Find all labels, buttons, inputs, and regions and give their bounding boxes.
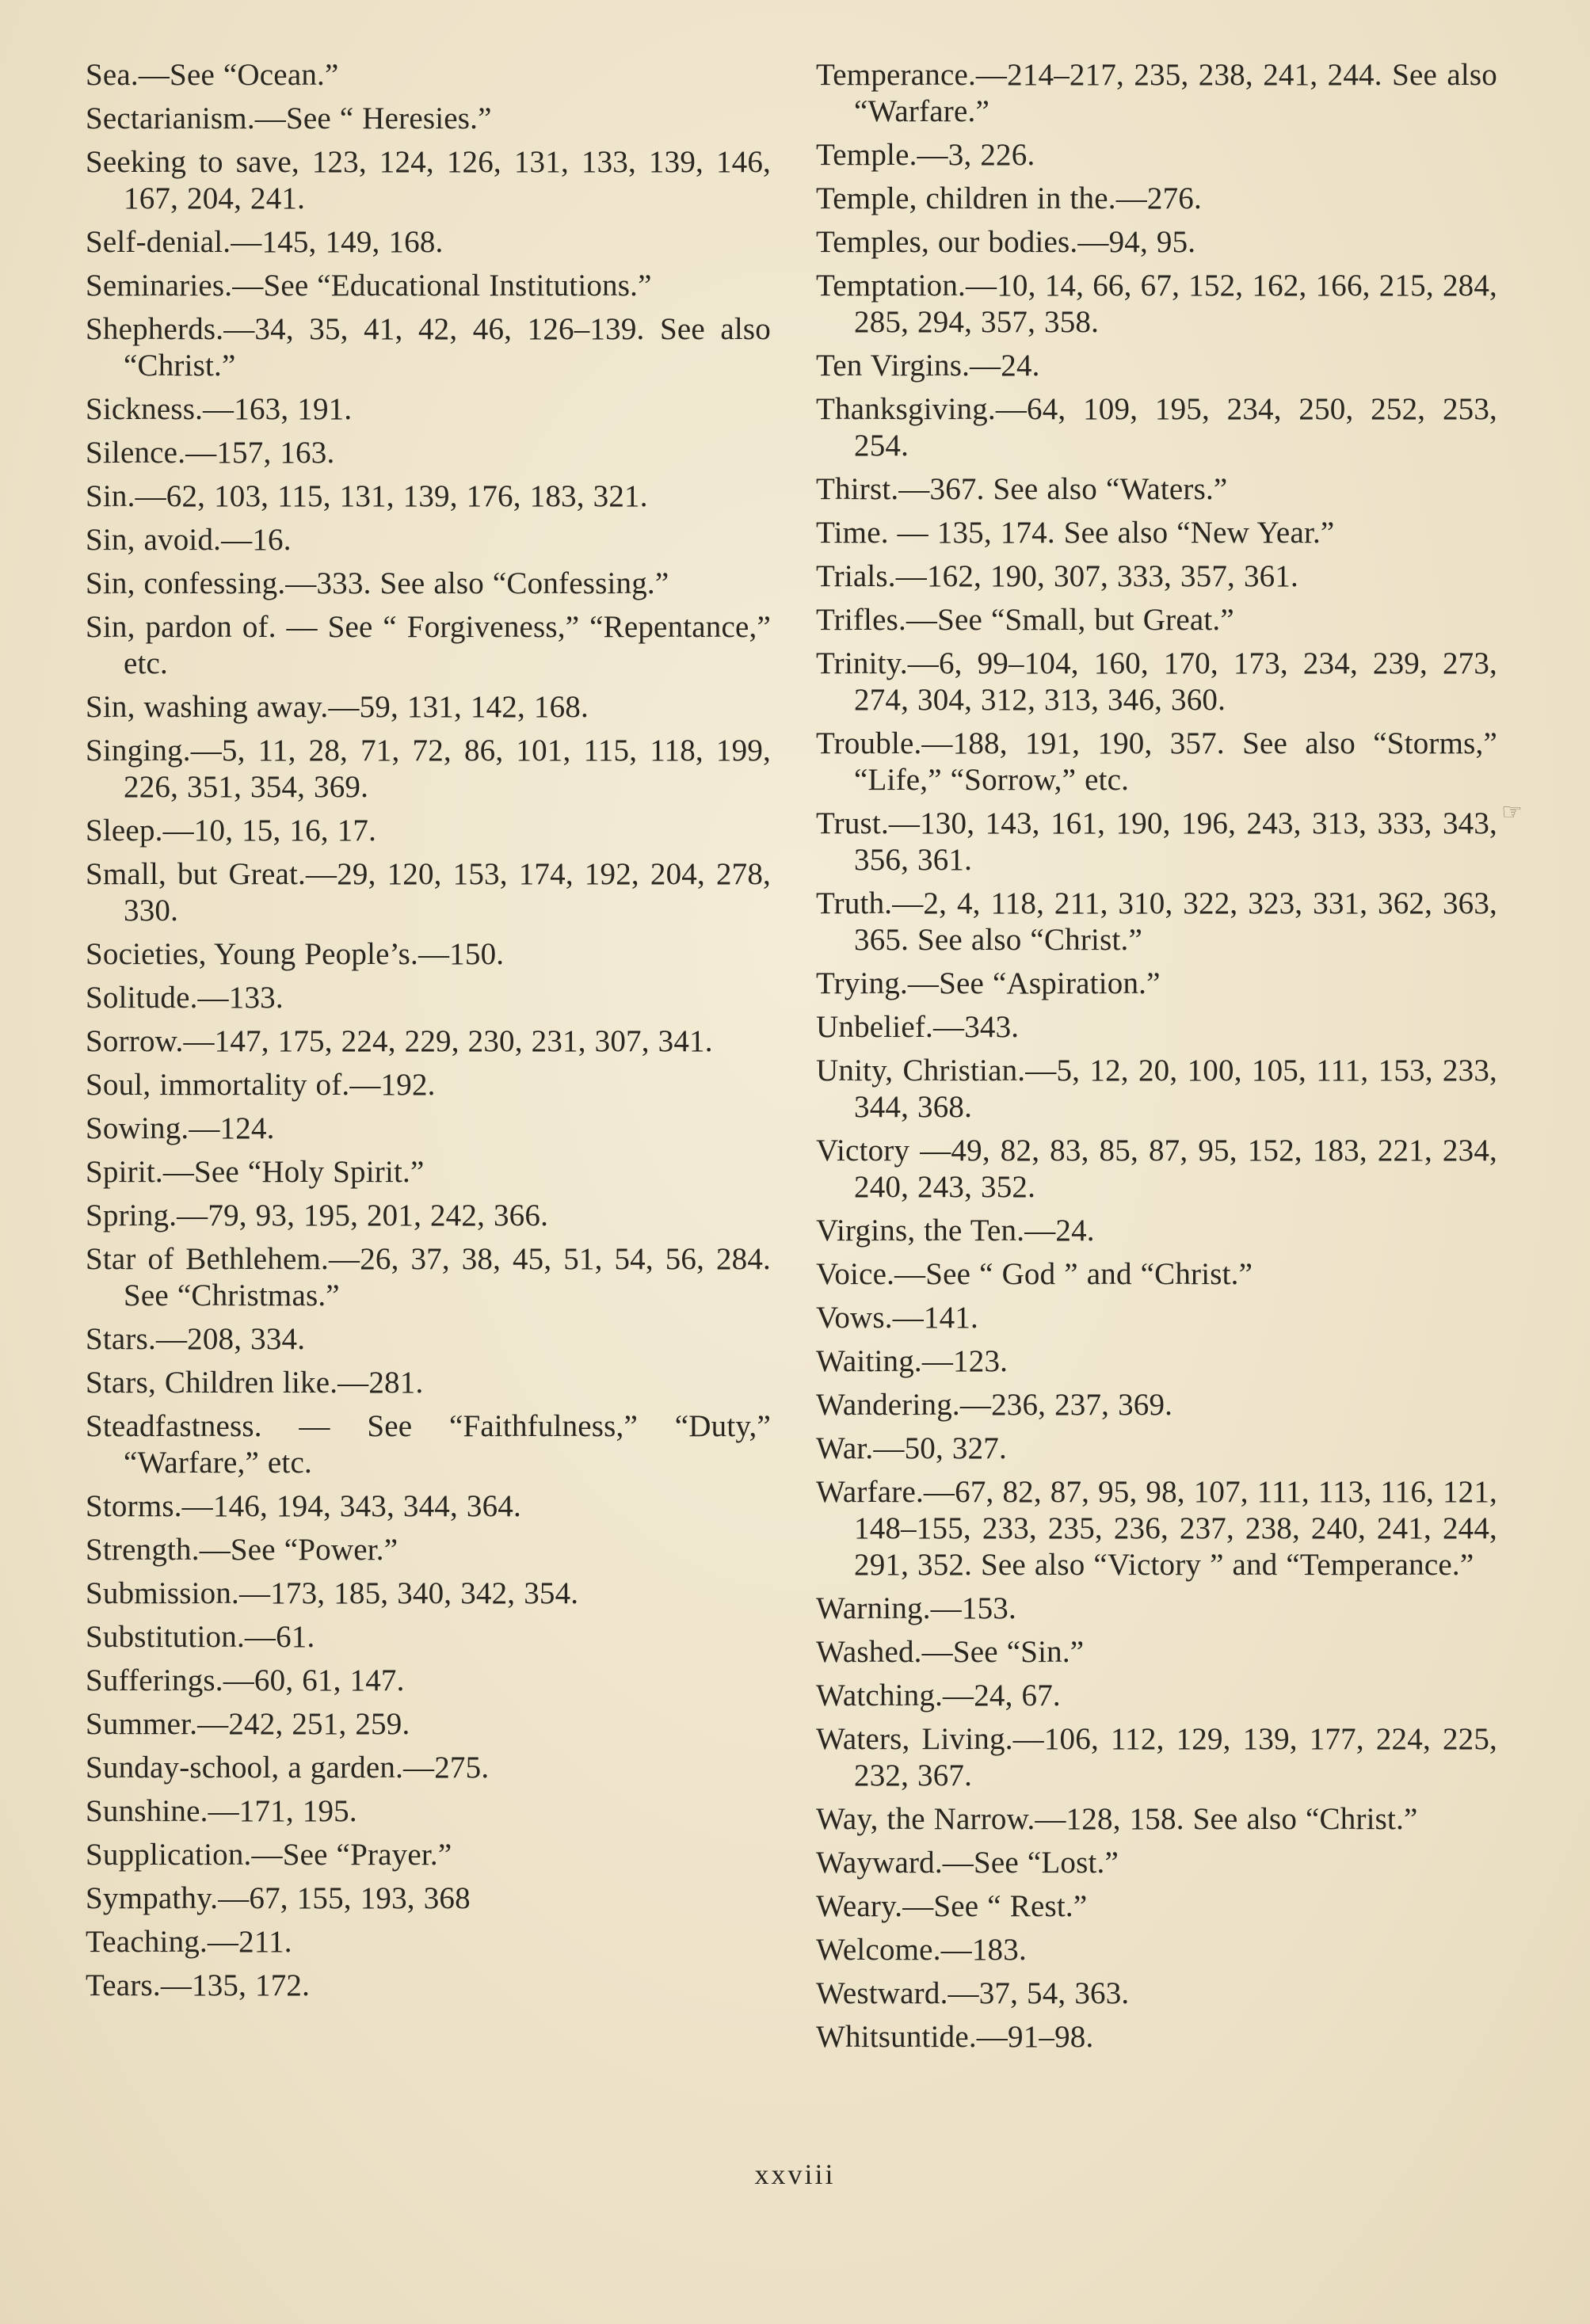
index-entry: Temptation.—10, 14, 66, 67, 152, 162, 166, 215, 284, 285, 294, 357, 358. [816, 269, 1497, 339]
index-entry: Star of Bethlehem.—26, 37, 38, 45, 51, 54, 56, 284. See “Christmas.” [86, 1242, 771, 1312]
index-column-left [86, 57, 771, 2011]
index-entry: Sin, pardon of. — See “ Forgiveness,” “Repentance,” etc. [86, 610, 771, 680]
index-entry: Voice.—See “ God ” and “Christ.” [816, 1257, 1253, 1291]
index-entry: Sin, confessing.—333. See also “Confessing.” [86, 566, 669, 600]
index-entry: Unity, Christian.—5, 12, 20, 100, 105, 111, 153, 233, 344, 368. [816, 1053, 1497, 1124]
index-entry: Vows.—141. [816, 1301, 978, 1335]
index-entry: Teaching.—211. [86, 1925, 292, 1959]
index-entry: Sin, washing away.—59, 131, 142, 168. [86, 690, 589, 724]
index-entry: Sickness.—163, 191. [86, 392, 353, 426]
index-entry: Supplication.—See “Prayer.” [86, 1838, 452, 1872]
index-entry: Sin.—62, 103, 115, 131, 139, 176, 183, 321. [86, 479, 648, 513]
index-entry: Spring.—79, 93, 195, 201, 242, 366. [86, 1198, 549, 1232]
index-entry: Thanksgiving.—64, 109, 195, 234, 250, 252, 253, 254. [816, 392, 1497, 463]
index-entry: Storms.—146, 194, 343, 344, 364. [86, 1489, 521, 1523]
index-entry: Sufferings.—60, 61, 147. [86, 1663, 405, 1697]
pointing-hand-icon: ☞ [1501, 799, 1523, 825]
index-entry: Temples, our bodies.—94, 95. [816, 225, 1196, 259]
index-entry: Trying.—See “Aspiration.” [816, 966, 1161, 1000]
index-entry: Sympathy.—67, 155, 193, 368 [86, 1881, 471, 1915]
index-entry: War.—50, 327. [816, 1431, 1007, 1465]
index-entry: Societies, Young People’s.—150. [86, 937, 505, 971]
index-entry: Temple, children in the.—276. [816, 181, 1202, 215]
index-entry: Waiting.—123. [816, 1344, 1009, 1378]
index-entry: Tears.—135, 172. [86, 1968, 311, 2002]
index-entry: Sunday-school, a garden.—275. [86, 1751, 490, 1785]
index-entry: Temple.—3, 226. [816, 138, 1035, 172]
index-entry: Singing.—5, 11, 28, 71, 72, 86, 101, 115, 118, 199, 226, 351, 354, 369. [86, 733, 771, 804]
index-entry: Soul, immortality of.—192. [86, 1068, 436, 1102]
index-entry: Trials.—162, 190, 307, 333, 357, 361. [816, 559, 1298, 593]
index-entry: Self-denial.—145, 149, 168. [86, 225, 444, 259]
index-entry: Spirit.—See “Holy Spirit.” [86, 1155, 425, 1189]
index-entry: Victory —49, 82, 83, 85, 87, 95, 152, 183, 221, 234, 240, 243, 352. [816, 1133, 1497, 1204]
index-entry: Stars.—208, 334. [86, 1322, 306, 1356]
index-entry: Solitude.—133. [86, 981, 284, 1015]
index-entry: Seminaries.—See “Educational Institutions.” [86, 269, 652, 303]
index-entry: Sin, avoid.—16. [86, 523, 292, 557]
index-entry: Truth.—2, 4, 118, 211, 310, 322, 323, 331, 362, 363, 365. See also “Christ.” [816, 886, 1497, 957]
index-entry: Sleep.—10, 15, 16, 17. [86, 813, 377, 848]
index-entry: Sowing.—124. [86, 1111, 275, 1145]
index-entry: Washed.—See “Sin.” [816, 1635, 1085, 1669]
index-entry: Trust.—130, 143, 161, 190, 196, 243, 313, 333, 343, 356, 361. [816, 806, 1497, 877]
index-entry: Summer.—242, 251, 259. [86, 1707, 410, 1741]
index-entry: Silence.—157, 163. [86, 436, 335, 470]
index-entry: Submission.—173, 185, 340, 342, 354. [86, 1576, 579, 1610]
index-entry: Steadfastness. — See “Faithfulness,” “Duty,” “Warfare,” etc. [86, 1409, 771, 1480]
index-entry: Warfare.—67, 82, 87, 95, 98, 107, 111, 113, 116, 121, 148–155, 233, 235, 236, 237, 238, 240, 241, 244, 291, 352. See also “Victory ” and “Temperance.” [816, 1475, 1497, 1582]
index-entry: Unbelief.—343. [816, 1010, 1020, 1044]
index-entry: Small, but Great.—29, 120, 153, 174, 192, 204, 278, 330. [86, 857, 771, 928]
index-entry: Trouble.—188, 191, 190, 357. See also “Storms,” “Life,” “Sorrow,” etc. [816, 726, 1497, 797]
index-entry: Shepherds.—34, 35, 41, 42, 46, 126–139. See also “Christ.” [86, 312, 771, 383]
index-entry: Thirst.—367. See also “Waters.” [816, 472, 1228, 506]
index-entry: Waters, Living.—106, 112, 129, 139, 177, 224, 225, 232, 367. [816, 1722, 1497, 1793]
index-entry: Ten Virgins.—24. [816, 349, 1040, 383]
index-entry: Watching.—24, 67. [816, 1678, 1061, 1713]
index-entry: Sectarianism.—See “ Heresies.” [86, 101, 492, 135]
index-entry: Wandering.—236, 237, 369. [816, 1388, 1173, 1422]
index-entry: Whitsuntide.—91–98. [816, 2020, 1094, 2054]
index-column-right [816, 57, 1497, 2063]
index-entry: Stars, Children like.—281. [86, 1366, 424, 1400]
index-entry: Sea.—See “Ocean.” [86, 58, 339, 92]
page-number: xxviii [754, 2158, 836, 2190]
index-entry: Welcome.—183. [816, 1933, 1027, 1967]
index-entry: Westward.—37, 54, 363. [816, 1976, 1130, 2010]
index-entry: Seeking to save, 123, 124, 126, 131, 133, 139, 146, 167, 204, 241. [86, 145, 771, 215]
index-entry: Strength.—See “Power.” [86, 1533, 398, 1567]
index-entry: Warning.—153. [816, 1591, 1016, 1625]
index-entry: Wayward.—See “Lost.” [816, 1846, 1119, 1880]
index-entry: Weary.—See “ Rest.” [816, 1889, 1088, 1923]
index-entry: Substitution.—61. [86, 1620, 315, 1654]
index-entry: Trifles.—See “Small, but Great.” [816, 603, 1234, 637]
index-entry: Temperance.—214–217, 235, 238, 241, 244. See also “Warfare.” [816, 58, 1497, 128]
index-entry: Virgins, the Ten.—24. [816, 1213, 1095, 1248]
index-entry: Way, the Narrow.—128, 158. See also “Christ.” [816, 1802, 1418, 1836]
index-entry: Trinity.—6, 99–104, 160, 170, 173, 234, 239, 273, 274, 304, 312, 313, 346, 360. [816, 646, 1497, 717]
index-entry: Sorrow.—147, 175, 224, 229, 230, 231, 307, 341. [86, 1024, 713, 1058]
index-entry: Sunshine.—171, 195. [86, 1794, 357, 1828]
index-entry: Time. — 135, 174. See also “New Year.” [816, 516, 1335, 550]
